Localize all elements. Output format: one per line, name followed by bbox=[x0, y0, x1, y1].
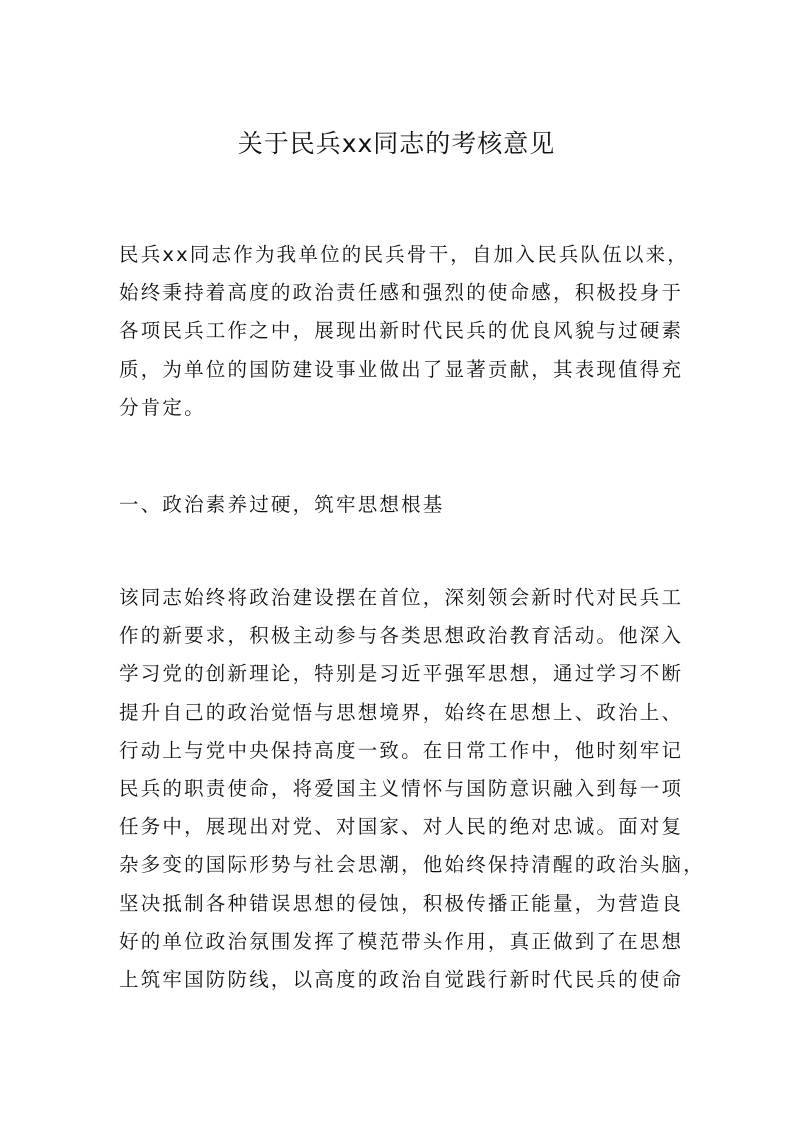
paragraph-line: 学习党的创新理论，特别是习近平强军思想，通过学习不断 bbox=[119, 662, 684, 686]
section-heading bbox=[119, 486, 684, 524]
paragraph-line: 民兵的职责使命，将爱国主义情怀与国防意识融入到每一项 bbox=[119, 776, 684, 800]
paragraph-line: 民兵xx同志作为我单位的民兵骨干，自加入民兵队伍以来， bbox=[119, 243, 689, 266]
section-paragraph bbox=[119, 579, 705, 999]
paragraph-line: 该同志始终将政治建设摆在首位，深刻领会新时代对民兵工 bbox=[119, 586, 684, 609]
paragraph-line: 任务中，展现出对党、对国家、对人民的绝对忠诚。面对复 bbox=[119, 815, 684, 839]
paragraph-line: 提升自己的政治觉悟与思想境界，始终在思想上、政治上、 bbox=[119, 700, 684, 724]
paragraph-line: 始终秉持着高度的政治责任感和强烈的使命感，积极投身于 bbox=[119, 281, 684, 305]
paragraph-line: 上筑牢国防防线，以高度的政治自觉践行新时代民兵的使命 bbox=[119, 967, 684, 991]
paragraph-line: 分肯定。 bbox=[119, 395, 206, 419]
paragraph-line: 坚决抵制各种错误思想的侵蚀，积极传播正能量，为营造良 bbox=[119, 891, 684, 915]
section-heading-text: 一、政治素养过硬，筑牢思想根基 bbox=[119, 493, 445, 516]
paragraph-line: 质，为单位的国防建设事业做出了显著贡献，其表现值得充 bbox=[119, 357, 684, 381]
intro-paragraph bbox=[119, 236, 689, 427]
paragraph-line: 好的单位政治氛围发挥了模范带头作用，真正做到了在思想 bbox=[119, 929, 684, 953]
paragraph-line: 各项民兵工作之中，展现出新时代民兵的优良风貌与过硬素 bbox=[119, 319, 684, 343]
paragraph-line: 杂多变的国际形势与社会思潮，他始终保持清醒的政治头脑， bbox=[119, 853, 705, 877]
paragraph-line: 行动上与党中央保持高度一致。在日常工作中，他时刻牢记 bbox=[119, 738, 684, 762]
document-title: 关于民兵xx同志的考核意见 bbox=[237, 129, 556, 158]
paragraph-line: 作的新要求，积极主动参与各类思想政治教育活动。他深入 bbox=[119, 624, 684, 648]
